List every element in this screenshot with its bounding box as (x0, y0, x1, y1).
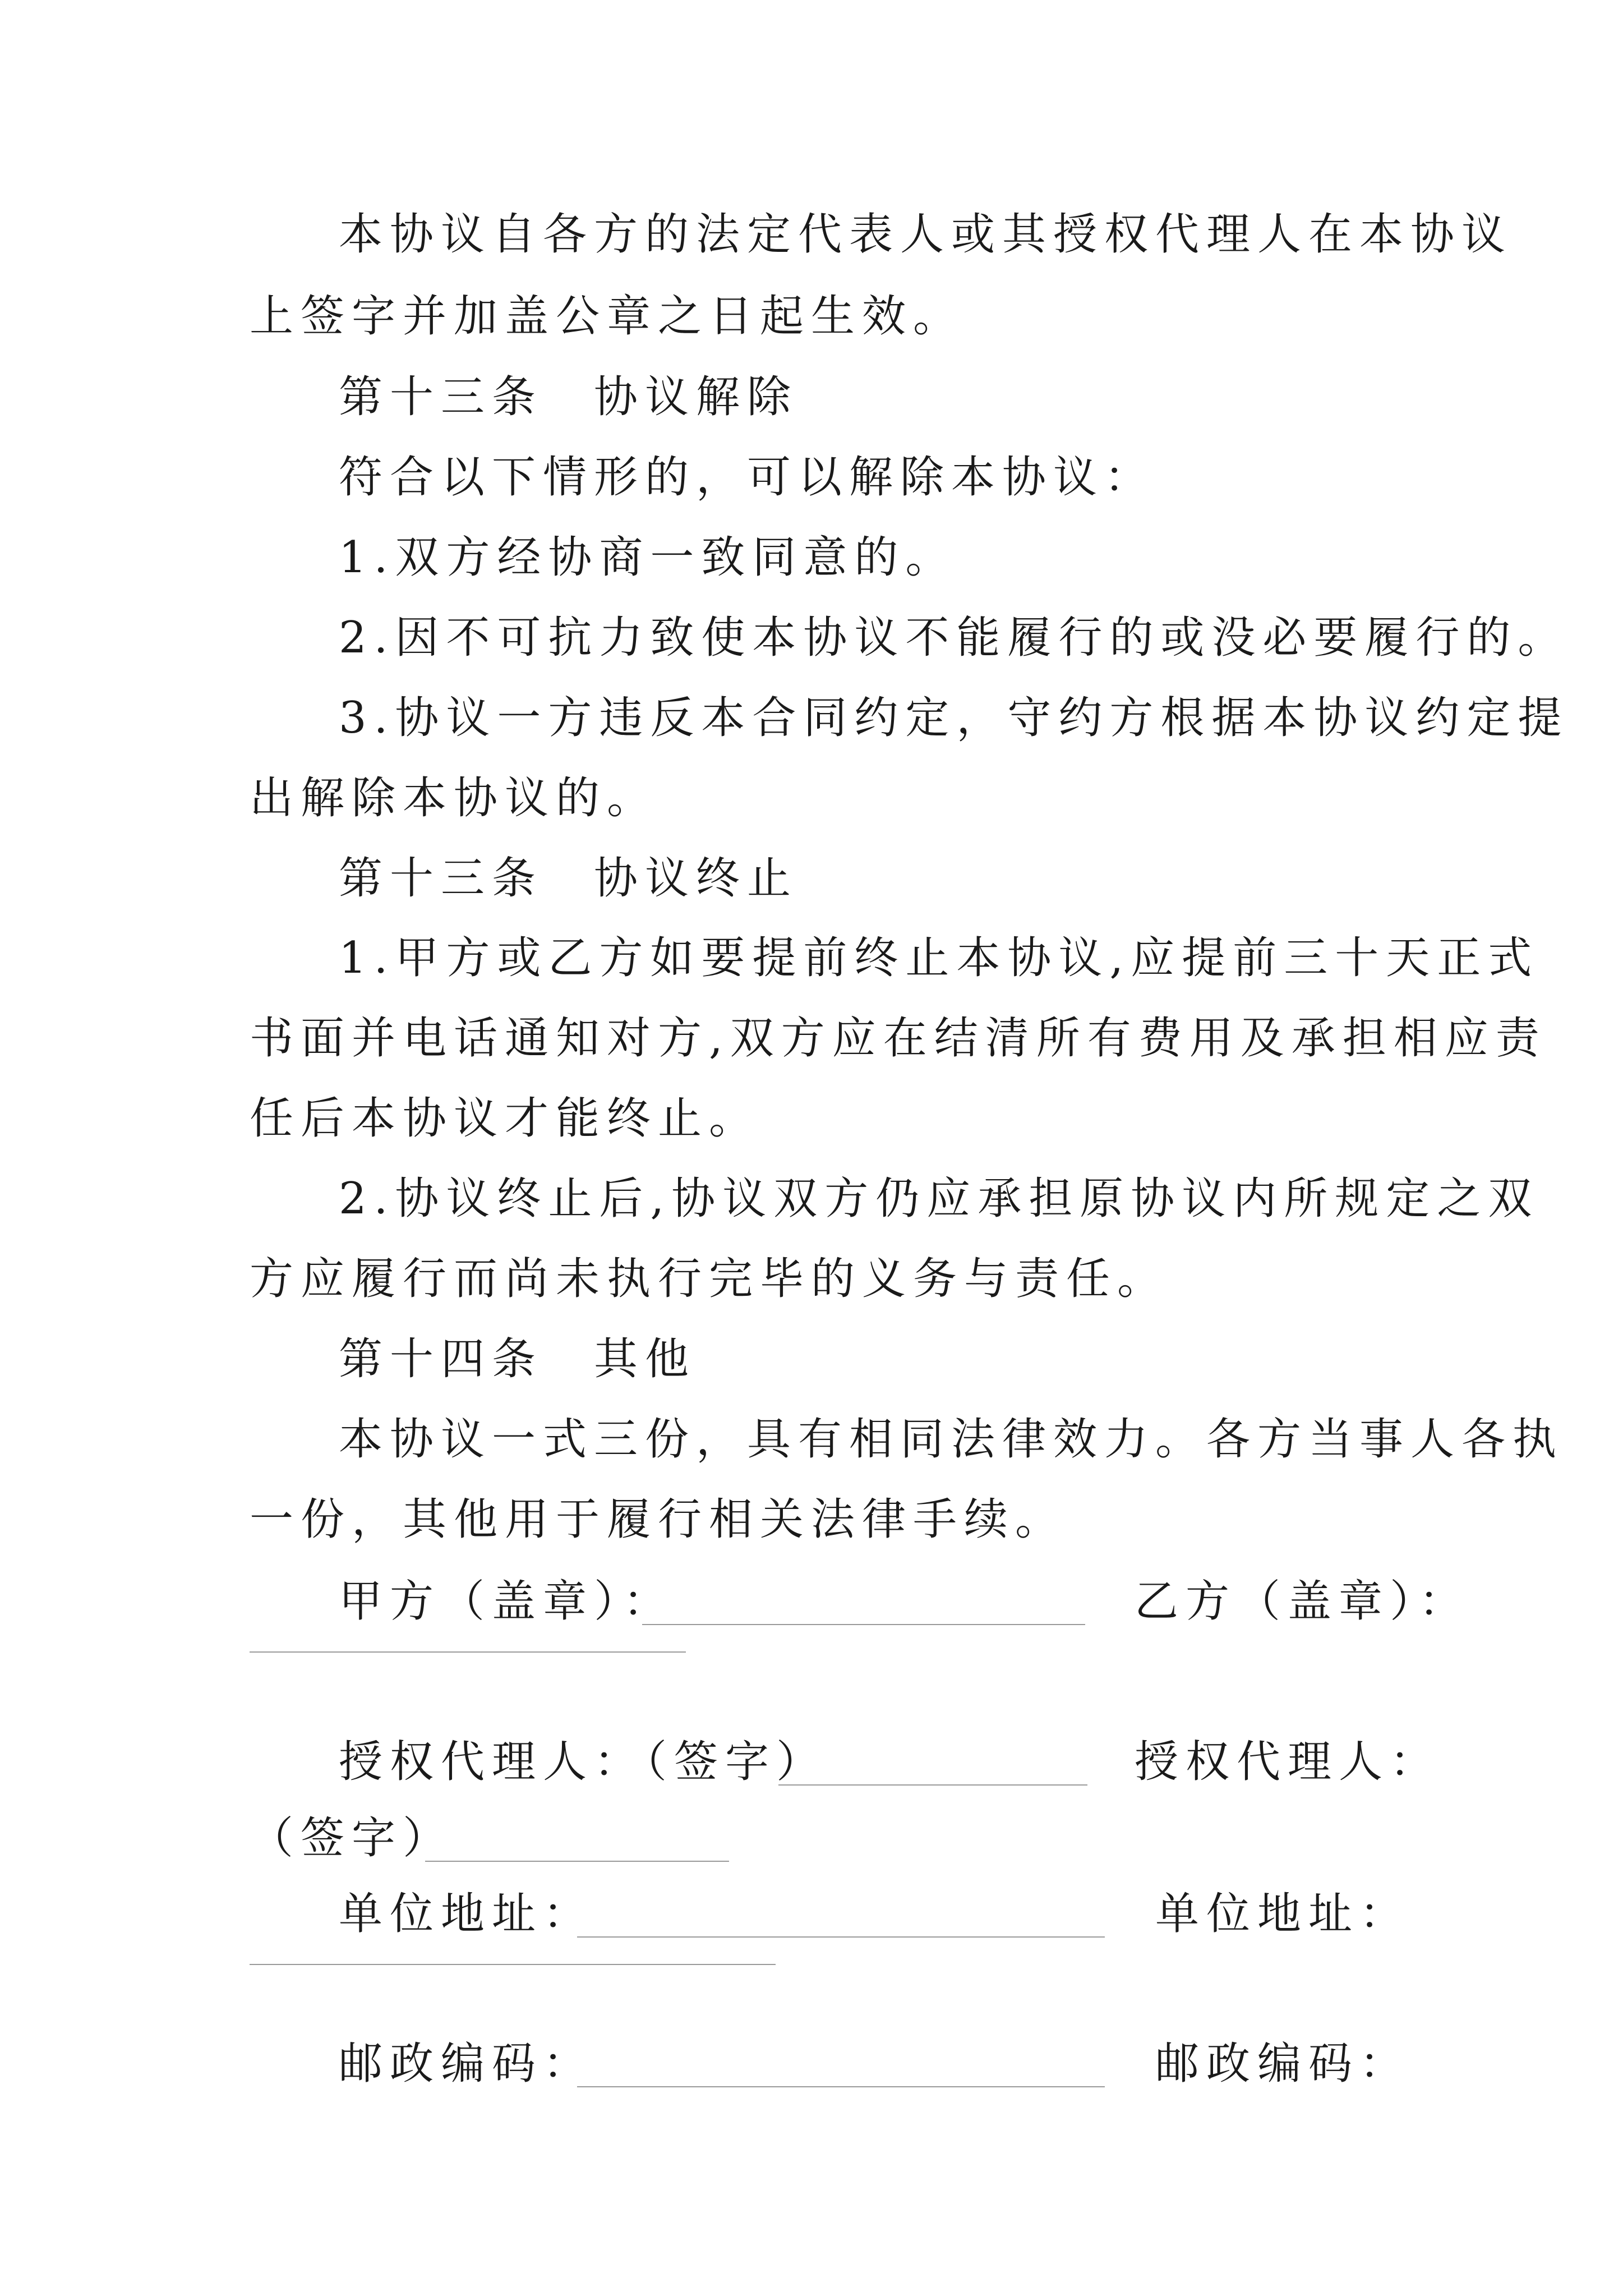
article-13-item-2: 2.因不可抗力致使本协议不能履行的或没必要履行的。 (339, 613, 1569, 663)
party-b-seal-label: 乙方（盖章）： (1135, 1576, 1470, 1627)
agent-b-sign-label: （签字） (250, 1813, 454, 1864)
agent-a-label: 授权代理人：（签字） (339, 1737, 828, 1787)
party-b-seal-blank (250, 1651, 686, 1653)
address-b-blank (250, 1964, 776, 1965)
article-14-heading: 第十四条 其他 (339, 1334, 697, 1384)
termination-item-2-line-1: 2.协议终止后,协议双方仍应承担原协议内所规定之双 (339, 1174, 1539, 1224)
article-13-item-3-line-1: 3.协议一方违反本合同约定，守约方根据本协议约定提 (339, 693, 1569, 743)
article-13-item-3-line-2: 出解除本协议的。 (250, 773, 658, 823)
address-a-blank (577, 1936, 1105, 1938)
party-a-seal-blank (642, 1624, 1085, 1625)
effect-paragraph-line-2: 上签字并加盖公章之日起生效。 (250, 291, 965, 342)
article-13-item-1: 1.双方经协商一致同意的。 (339, 532, 957, 583)
termination-item-1-line-2: 书面并电话通知对方,双方应在结清所有费用及承担相应责 (250, 1013, 1547, 1064)
termination-item-1-line-3: 任后本协议才能终止。 (250, 1093, 760, 1144)
effect-paragraph-line-1: 本协议自各方的法定代表人或其授权代理人在本协议 (339, 209, 1513, 260)
postcode-a-blank (577, 2086, 1105, 2087)
address-b-label: 单位地址： (1155, 1889, 1411, 1939)
address-a-label: 单位地址： (339, 1889, 594, 1939)
agent-b-label: 授权代理人： (1135, 1737, 1441, 1787)
article-13-heading: 第十三条 协议解除 (339, 372, 799, 422)
termination-item-1-line-1: 1.甲方或乙方如要提前终止本协议,应提前三十天正式 (339, 933, 1539, 983)
article-14-body-line-2: 一份，其他用于履行相关法律手续。 (250, 1494, 1067, 1545)
agent-a-sign-blank (778, 1784, 1087, 1786)
postcode-a-label: 邮政编码： (339, 2039, 594, 2089)
article-13-intro: 符合以下情形的，可以解除本协议： (339, 452, 1156, 503)
postcode-b-label: 邮政编码： (1155, 2039, 1411, 2089)
article-14-body-line-1: 本协议一式三份，具有相同法律效力。各方当事人各执 (339, 1414, 1564, 1465)
agent-b-sign-blank (425, 1861, 729, 1862)
party-a-seal-label: 甲方（盖章）： (339, 1576, 675, 1627)
article-13b-heading: 第十三条 协议终止 (339, 853, 799, 904)
termination-item-2-line-2: 方应履行而尚未执行完毕的义务与责任。 (250, 1254, 1169, 1304)
